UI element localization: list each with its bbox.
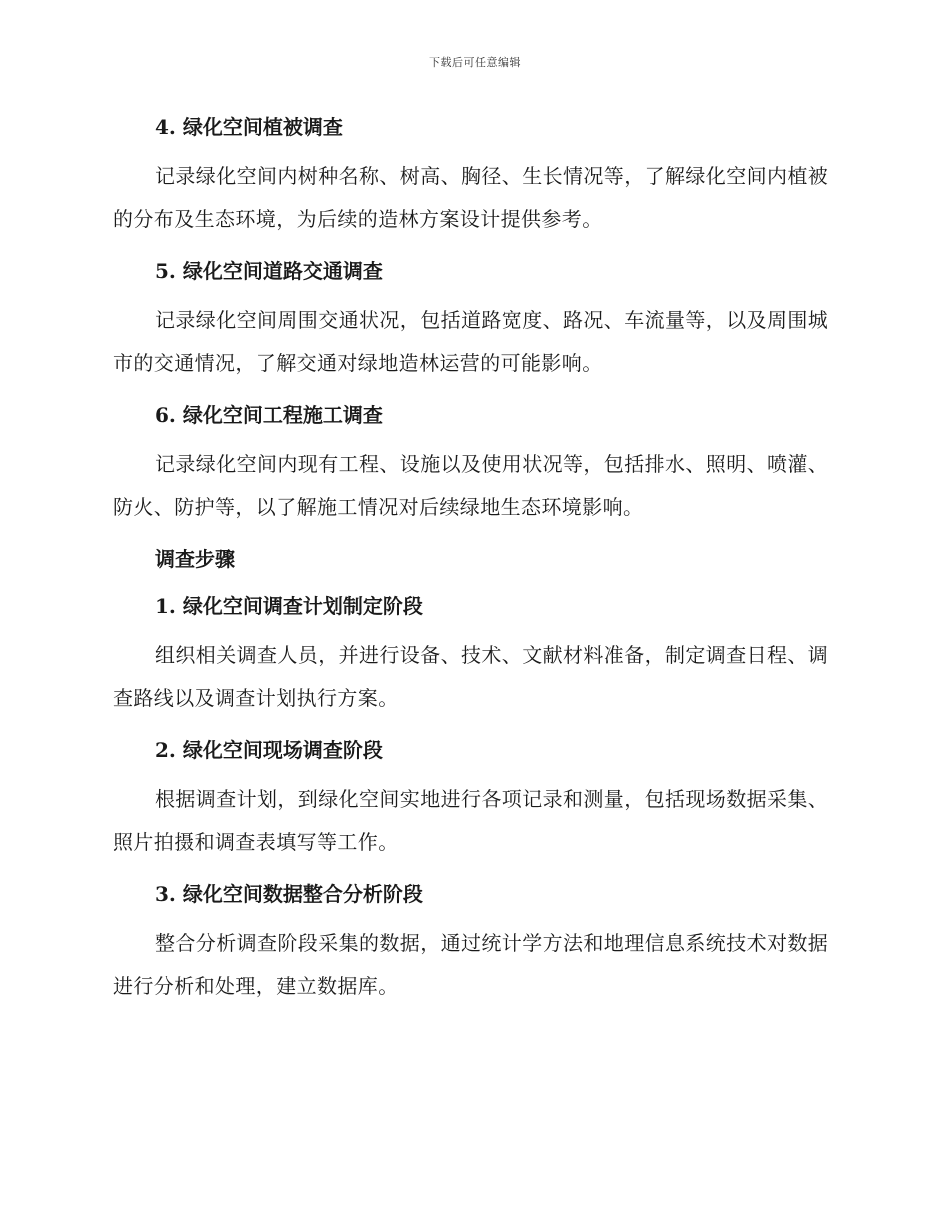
paragraph-vegetation-survey: 记录绿化空间内树种名称、树高、胸径、生长情况等，了解绿化空间内植被的分布及生态环境，为后续的造林方案设计提供参考。 [113, 164, 829, 231]
paragraph-traffic-survey: 记录绿化空间周围交通状况，包括道路宽度、路况、车流量等，以及周围城市的交通情况，了解交通对绿地造林运营的可能影响。 [113, 308, 829, 375]
paragraph-planning-stage: 组织相关调查人员，并进行设备、技术、文献材料准备，制定调查日程、调查路线以及调查计划执行方案。 [113, 643, 829, 710]
section-heading-vegetation-survey: 4. 绿化空间植被调查 [155, 115, 343, 139]
paragraph-construction-survey: 记录绿化空间内现有工程、设施以及使用状况等，包括排水、照明、喷灌、防火、防护等，以了解施工情况对后续绿地生态环境影响。 [113, 452, 829, 519]
section-heading-traffic-survey: 5. 绿化空间道路交通调查 [155, 259, 383, 283]
section-heading-survey-steps: 调查步骤 [155, 547, 235, 571]
document-body [113, 108, 831, 1008]
section-heading-analysis-stage: 3. 绿化空间数据整合分析阶段 [155, 882, 423, 906]
paragraph-field-survey-stage: 根据调查计划，到绿化空间实地进行各项记录和测量，包括现场数据采集、照片拍摄和调查表填写等工作。 [113, 787, 829, 854]
page-header-note: 下载后可任意编辑 [429, 56, 521, 69]
paragraph-analysis-stage: 整合分析调查阶段采集的数据，通过统计学方法和地理信息系统技术对数据进行分析和处理，建立数据库。 [113, 931, 829, 998]
section-heading-field-survey-stage: 2. 绿化空间现场调查阶段 [155, 738, 383, 762]
section-heading-planning-stage: 1. 绿化空间调查计划制定阶段 [155, 594, 423, 618]
section-heading-construction-survey: 6. 绿化空间工程施工调查 [155, 403, 383, 427]
